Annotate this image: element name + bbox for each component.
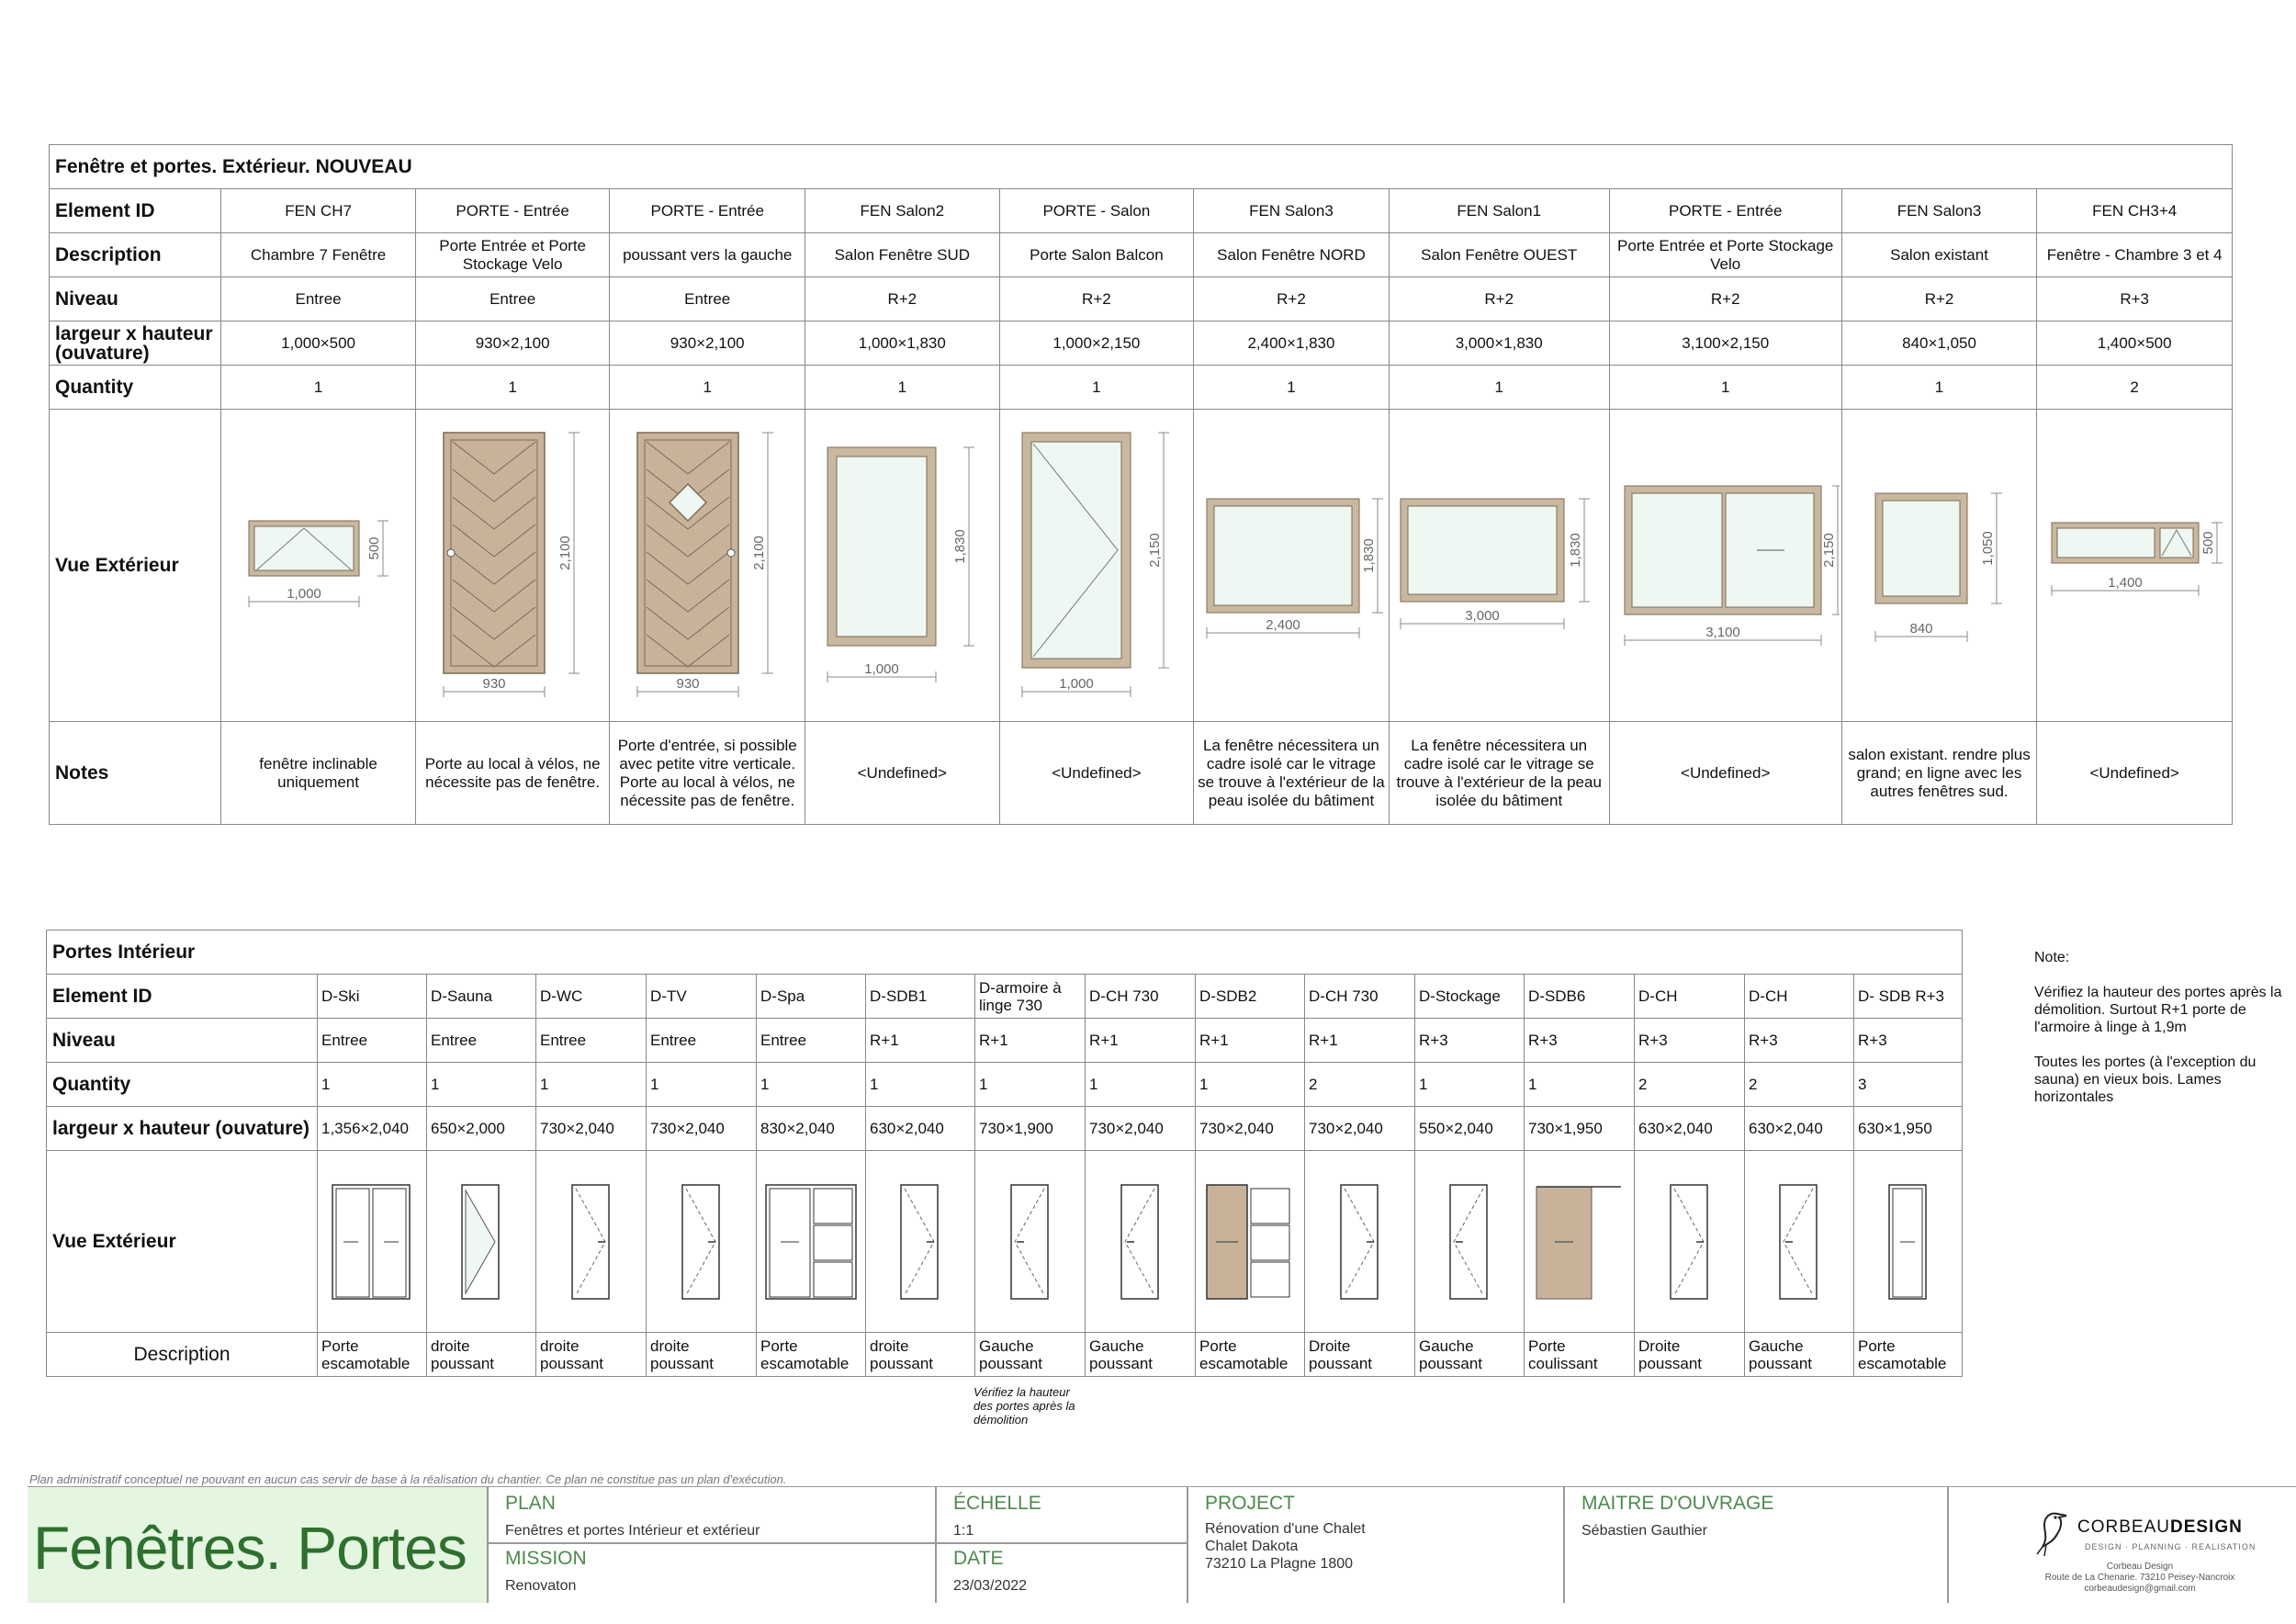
- exterior-view-cell: [221, 410, 416, 722]
- exterior-level-cell: Entree: [610, 277, 805, 321]
- interior-size-cell: 830×2,040: [757, 1107, 866, 1151]
- exterior-id-cell: PORTE - Entrée: [610, 189, 805, 233]
- side-note-text: Vérifiez la hauteur des portes après la démolition. Surtout R+1 porte de l'armoire à linge à 1,9m Toutes les portes (à l'exception du sauna) en vieux bois. Lames horizontales: [2034, 985, 2282, 1105]
- interior-view-cell: [318, 1151, 427, 1333]
- small-note: Vérifiez la hauteur des portes après la démolition: [974, 1385, 1075, 1427]
- interior-view-cell: [536, 1151, 647, 1333]
- exterior-table-title: Fenêtre et portes. Extérieur. NOUVEAU: [50, 145, 2233, 189]
- interior-view-cell: [975, 1151, 1086, 1333]
- exterior-quantity-cell: 1: [805, 366, 1000, 410]
- logo-wordmark: CORBEAUDESIGN: [2077, 1517, 2243, 1537]
- interior-quantity-cell: 1: [427, 1063, 536, 1107]
- height-dimension: 2,150: [1146, 532, 1163, 568]
- door-drawing: [537, 1152, 646, 1332]
- drawing-title: Fenêtres. Portes: [33, 1514, 467, 1582]
- interior-quantity-cell: 1: [1415, 1063, 1525, 1107]
- interior-size-cell: 730×2,040: [647, 1107, 757, 1151]
- interior-level-cell: R+3: [1854, 1019, 1963, 1063]
- height-dimension: 2,150: [1820, 532, 1837, 568]
- exterior-id-cell: FEN CH7: [221, 189, 416, 233]
- exterior-view-cell: [1389, 410, 1609, 722]
- exterior-description-cell: Porte Entrée et Porte Stockage Velo: [1609, 233, 1841, 277]
- door-drawing: [866, 1152, 974, 1332]
- door-drawing: [1306, 1152, 1414, 1332]
- interior-description-cell: Gauche poussant: [975, 1333, 1086, 1377]
- height-dimension: 500: [366, 536, 383, 560]
- interior-view-cell: [1854, 1151, 1963, 1333]
- elevation-drawing: [221, 411, 413, 721]
- exterior-level-cell: R+2: [1194, 277, 1390, 321]
- interior-description-cell: Porte escamotable: [318, 1333, 427, 1377]
- plan-value: Fenêtres et portes Intérieur et extérieur: [505, 1523, 760, 1539]
- exterior-id-cell: FEN Salon2: [805, 189, 1000, 233]
- interior-id-cell: D-Sauna: [427, 975, 536, 1019]
- disclaimer: Plan administratif conceptuel ne pouvant en aucun cas servir de base à la réalisation du chantier. Ce plan ne constitue pas un plan d'exécution.: [29, 1472, 787, 1486]
- mission-label: MISSION: [505, 1548, 587, 1569]
- door-drawing: [1415, 1152, 1524, 1332]
- exterior-size-cell: 3,100×2,150: [1609, 321, 1841, 366]
- exterior-view-cell: [610, 410, 805, 722]
- exterior-description-cell: Salon Fenêtre SUD: [805, 233, 1000, 277]
- owner-value: Sébastien Gauthier: [1581, 1523, 1707, 1539]
- exterior-notes-cell: Porte d'entrée, si possible avec petite vitre verticale. Porte au local à vélos, ne nécessite pas de fenêtre.: [610, 722, 805, 825]
- mission-value: Renovaton: [505, 1578, 577, 1594]
- interior-view-cell: [1635, 1151, 1745, 1333]
- interior-quantity-cell: 1: [1086, 1063, 1196, 1107]
- elevation-drawing: [1610, 411, 1840, 721]
- exterior-quantity-cell: 1: [1194, 366, 1390, 410]
- elevation-drawing: [1194, 411, 1387, 721]
- interior-level-cell: R+3: [1745, 1019, 1854, 1063]
- title-block-title: [28, 1487, 487, 1603]
- interior-size-cell: 730×2,040: [1305, 1107, 1415, 1151]
- interior-quantity-cell: 1: [318, 1063, 427, 1107]
- exterior-description-cell: poussant vers la gauche: [610, 233, 805, 277]
- exterior-size-cell: 930×2,100: [610, 321, 805, 366]
- exterior-description-cell: Salon Fenêtre NORD: [1194, 233, 1390, 277]
- interior-level-cell: R+3: [1415, 1019, 1525, 1063]
- exterior-id-cell: PORTE - Entrée: [1609, 189, 1841, 233]
- door-drawing: [1196, 1152, 1304, 1332]
- exterior-description-cell: Salon Fenêtre OUEST: [1389, 233, 1609, 277]
- title-block: [28, 1486, 2296, 1603]
- elevation-drawing: [805, 411, 997, 721]
- exterior-view-cell: [1194, 410, 1390, 722]
- exterior-notes-cell: La fenêtre nécessitera un cadre isolé car le vitrage se trouve à l'extérieur de la peau isolée du bâtiment: [1194, 722, 1390, 825]
- row-label-description: Description: [47, 1333, 318, 1377]
- date-value: 23/03/2022: [953, 1578, 1028, 1594]
- exterior-notes-cell: salon existant. rendre plus grand; en ligne avec les autres fenêtres sud.: [1841, 722, 2037, 825]
- interior-level-cell: R+1: [1086, 1019, 1196, 1063]
- interior-level-cell: R+3: [1525, 1019, 1635, 1063]
- interior-description-cell: droite poussant: [427, 1333, 536, 1377]
- exterior-notes-cell: <Undefined>: [999, 722, 1194, 825]
- interior-quantity-cell: 1: [536, 1063, 647, 1107]
- exterior-notes-cell: Porte au local à vélos, ne nécessite pas de fenêtre.: [415, 722, 610, 825]
- interior-quantity-cell: 1: [1525, 1063, 1635, 1107]
- exterior-level-cell: R+2: [1389, 277, 1609, 321]
- interior-level-cell: Entree: [318, 1019, 427, 1063]
- interior-quantity-cell: 1: [647, 1063, 757, 1107]
- exterior-id-cell: PORTE - Entrée: [415, 189, 610, 233]
- exterior-view-cell: [805, 410, 1000, 722]
- exterior-description-cell: Fenêtre - Chambre 3 et 4: [2037, 233, 2233, 277]
- interior-level-cell: Entree: [647, 1019, 757, 1063]
- exterior-level-cell: Entree: [221, 277, 416, 321]
- side-note-title: Note:: [2034, 950, 2070, 965]
- door-drawing: [318, 1152, 426, 1332]
- interior-quantity-cell: 3: [1854, 1063, 1963, 1107]
- interior-id-cell: D-CH 730: [1305, 975, 1415, 1019]
- interior-description-cell: Porte escamotable: [757, 1333, 866, 1377]
- side-note: [2034, 949, 2282, 1106]
- elevation-drawing: [416, 411, 608, 721]
- door-drawing: [1525, 1152, 1634, 1332]
- row-label-level: Niveau: [50, 277, 221, 321]
- exterior-notes-cell: fenêtre inclinable uniquement: [221, 722, 416, 825]
- exterior-id-cell: FEN Salon1: [1389, 189, 1609, 233]
- door-drawing: [647, 1152, 756, 1332]
- elevation-drawing: [1000, 411, 1192, 721]
- interior-description-cell: Porte escamotable: [1854, 1333, 1963, 1377]
- interior-size-cell: 550×2,040: [1415, 1107, 1525, 1151]
- exterior-notes-cell: La fenêtre nécessitera un cadre isolé car le vitrage se trouve à l'extérieur de la peau isolée du bâtiment: [1389, 722, 1609, 825]
- door-drawing: [976, 1152, 1085, 1332]
- interior-schedule-table: [46, 930, 1963, 1377]
- width-dimension: 1,400: [2108, 574, 2144, 591]
- height-dimension: 1,830: [1361, 537, 1378, 573]
- interior-view-cell: [1415, 1151, 1525, 1333]
- exterior-size-cell: 2,400×1,830: [1194, 321, 1390, 366]
- interior-quantity-cell: 1: [975, 1063, 1086, 1107]
- exterior-id-cell: FEN CH3+4: [2037, 189, 2233, 233]
- width-dimension: 3,100: [1705, 624, 1740, 640]
- interior-size-cell: 630×2,040: [1635, 1107, 1745, 1151]
- interior-quantity-cell: 2: [1305, 1063, 1415, 1107]
- row-label-element-id: Element ID: [47, 975, 318, 1019]
- row-label-description: Description: [50, 233, 221, 277]
- door-drawing: [1636, 1152, 1744, 1332]
- interior-description-cell: Gauche poussant: [1086, 1333, 1196, 1377]
- plan-label: PLAN: [505, 1493, 556, 1514]
- exterior-size-cell: 1,000×2,150: [999, 321, 1194, 366]
- interior-view-cell: [1196, 1151, 1305, 1333]
- interior-id-cell: D-TV: [647, 975, 757, 1019]
- exterior-quantity-cell: 2: [2037, 366, 2233, 410]
- width-dimension: 2,400: [1266, 616, 1300, 633]
- exterior-view-cell: [415, 410, 610, 722]
- row-label-view: Vue Extérieur: [50, 410, 221, 722]
- exterior-quantity-cell: 1: [610, 366, 805, 410]
- exterior-description-cell: Chambre 7 Fenêtre: [221, 233, 416, 277]
- width-dimension: 1,000: [287, 585, 322, 602]
- interior-description-cell: Porte coulissant: [1525, 1333, 1635, 1377]
- interior-level-cell: R+1: [1305, 1019, 1415, 1063]
- logo-tagline: DESIGN · PLANNING · REALISATION: [2085, 1542, 2257, 1551]
- scale-label: ÉCHELLE: [953, 1493, 1041, 1514]
- owner-label: MAITRE D'OUVRAGE: [1581, 1493, 1774, 1514]
- interior-table-title: Portes Intérieur: [47, 930, 1963, 975]
- interior-description-cell: droite poussant: [866, 1333, 975, 1377]
- interior-level-cell: R+3: [1635, 1019, 1745, 1063]
- exterior-schedule-table: [49, 144, 2233, 825]
- scale-value: 1:1: [953, 1523, 974, 1539]
- interior-level-cell: R+1: [866, 1019, 975, 1063]
- exterior-size-cell: 1,400×500: [2037, 321, 2233, 366]
- row-label-level: Niveau: [47, 1019, 318, 1063]
- interior-description-cell: droite poussant: [647, 1333, 757, 1377]
- interior-size-cell: 730×2,040: [536, 1107, 647, 1151]
- exterior-size-cell: 3,000×1,830: [1389, 321, 1609, 366]
- height-dimension: 2,100: [557, 535, 573, 570]
- interior-size-cell: 1,356×2,040: [318, 1107, 427, 1151]
- exterior-description-cell: Salon existant: [1841, 233, 2037, 277]
- interior-level-cell: Entree: [536, 1019, 647, 1063]
- exterior-view-cell: [999, 410, 1194, 722]
- interior-description-cell: Droite poussant: [1305, 1333, 1415, 1377]
- width-dimension: 930: [676, 675, 700, 692]
- interior-view-cell: [1305, 1151, 1415, 1333]
- door-drawing: [757, 1152, 865, 1332]
- door-drawing: [1854, 1152, 1963, 1332]
- elevation-drawing: [1842, 411, 2035, 721]
- project-label: PROJECT: [1205, 1493, 1296, 1514]
- exterior-size-cell: 1,000×500: [221, 321, 416, 366]
- width-dimension: 1,000: [864, 660, 899, 677]
- exterior-id-cell: FEN Salon3: [1841, 189, 2037, 233]
- exterior-quantity-cell: 1: [1841, 366, 2037, 410]
- interior-id-cell: D-SDB2: [1196, 975, 1305, 1019]
- interior-quantity-cell: 1: [1196, 1063, 1305, 1107]
- width-dimension: 930: [482, 675, 506, 692]
- door-drawing: [1086, 1152, 1195, 1332]
- interior-quantity-cell: 1: [757, 1063, 866, 1107]
- exterior-size-cell: 930×2,100: [415, 321, 610, 366]
- width-dimension: 3,000: [1464, 607, 1500, 624]
- interior-size-cell: 730×1,900: [975, 1107, 1086, 1151]
- interior-description-cell: Gauche poussant: [1415, 1333, 1525, 1377]
- interior-view-cell: [866, 1151, 975, 1333]
- interior-description-cell: droite poussant: [536, 1333, 647, 1377]
- exterior-id-cell: FEN Salon3: [1194, 189, 1390, 233]
- exterior-notes-cell: <Undefined>: [2037, 722, 2233, 825]
- exterior-quantity-cell: 1: [999, 366, 1194, 410]
- interior-id-cell: D-Stockage: [1415, 975, 1525, 1019]
- interior-level-cell: Entree: [757, 1019, 866, 1063]
- row-label-view: Vue Extérieur: [47, 1151, 318, 1333]
- interior-quantity-cell: 2: [1745, 1063, 1854, 1107]
- exterior-quantity-cell: 1: [1389, 366, 1609, 410]
- crow-logo-icon: [2030, 1506, 2076, 1562]
- interior-size-cell: 730×2,040: [1086, 1107, 1196, 1151]
- interior-level-cell: Entree: [427, 1019, 536, 1063]
- exterior-view-cell: [1841, 410, 2037, 722]
- exterior-size-cell: 840×1,050: [1841, 321, 2037, 366]
- interior-description-cell: Gauche poussant: [1745, 1333, 1854, 1377]
- interior-id-cell: D-CH: [1745, 975, 1854, 1019]
- exterior-level-cell: R+2: [1841, 277, 2037, 321]
- interior-size-cell: 630×2,040: [1745, 1107, 1854, 1151]
- interior-level-cell: R+1: [975, 1019, 1086, 1063]
- row-label-size: largeur x hauteur (ouvature): [47, 1107, 318, 1151]
- row-label-notes: Notes: [50, 722, 221, 825]
- interior-description-cell: Porte escamotable: [1196, 1333, 1305, 1377]
- height-dimension: 2,100: [751, 535, 768, 570]
- exterior-view-cell: [2037, 410, 2233, 722]
- interior-id-cell: D-CH 730: [1086, 975, 1196, 1019]
- interior-id-cell: D-SDB1: [866, 975, 975, 1019]
- interior-size-cell: 630×1,950: [1854, 1107, 1963, 1151]
- exterior-size-cell: 1,000×1,830: [805, 321, 1000, 366]
- logo-address: Corbeau Design Route de La Chenarie. 73210 Peisey-Nancroix corbeaudesign@gmail.com: [2044, 1562, 2235, 1594]
- exterior-quantity-cell: 1: [221, 366, 416, 410]
- exterior-description-cell: Porte Entrée et Porte Stockage Velo: [415, 233, 610, 277]
- interior-size-cell: 730×1,950: [1525, 1107, 1635, 1151]
- interior-id-cell: D-armoire à linge 730: [975, 975, 1086, 1019]
- interior-view-cell: [757, 1151, 866, 1333]
- interior-description-cell: Droite poussant: [1635, 1333, 1745, 1377]
- interior-size-cell: 730×2,040: [1196, 1107, 1305, 1151]
- row-label-size: largeur x hauteur (ouvature): [50, 321, 221, 366]
- height-dimension: 500: [2200, 530, 2217, 555]
- date-label: DATE: [953, 1548, 1004, 1569]
- exterior-id-cell: PORTE - Salon: [999, 189, 1194, 233]
- interior-id-cell: D-SDB6: [1525, 975, 1635, 1019]
- exterior-level-cell: Entree: [415, 277, 610, 321]
- exterior-quantity-cell: 1: [1609, 366, 1841, 410]
- interior-level-cell: R+1: [1196, 1019, 1305, 1063]
- exterior-view-cell: [1609, 410, 1841, 722]
- width-dimension: 1,000: [1058, 675, 1094, 692]
- interior-id-cell: D-CH: [1635, 975, 1745, 1019]
- exterior-description-cell: Porte Salon Balcon: [999, 233, 1194, 277]
- door-drawing: [427, 1152, 535, 1332]
- exterior-quantity-cell: 1: [415, 366, 610, 410]
- row-label-element-id: Element ID: [50, 189, 221, 233]
- elevation-drawing: [2037, 411, 2230, 721]
- interior-size-cell: 650×2,000: [427, 1107, 536, 1151]
- exterior-level-cell: R+3: [2037, 277, 2233, 321]
- exterior-level-cell: R+2: [805, 277, 1000, 321]
- interior-id-cell: D-Ski: [318, 975, 427, 1019]
- width-dimension: 840: [1909, 620, 1933, 637]
- interior-quantity-cell: 2: [1635, 1063, 1745, 1107]
- interior-id-cell: D-WC: [536, 975, 647, 1019]
- elevation-drawing: [610, 411, 803, 721]
- door-drawing: [1745, 1152, 1853, 1332]
- height-dimension: 1,830: [952, 528, 969, 564]
- interior-view-cell: [1086, 1151, 1196, 1333]
- height-dimension: 1,830: [1567, 532, 1583, 568]
- interior-view-cell: [427, 1151, 536, 1333]
- project-value: Rénovation d'une Chalet Chalet Dakota 73210 La Plagne 1800: [1205, 1521, 1366, 1572]
- interior-view-cell: [1525, 1151, 1635, 1333]
- interior-id-cell: D- SDB R+3: [1854, 975, 1963, 1019]
- interior-quantity-cell: 1: [866, 1063, 975, 1107]
- row-label-quantity: Quantity: [50, 366, 221, 410]
- exterior-notes-cell: <Undefined>: [805, 722, 1000, 825]
- exterior-level-cell: R+2: [999, 277, 1194, 321]
- exterior-level-cell: R+2: [1609, 277, 1841, 321]
- interior-view-cell: [1745, 1151, 1854, 1333]
- row-label-quantity: Quantity: [47, 1063, 318, 1107]
- interior-size-cell: 630×2,040: [866, 1107, 975, 1151]
- height-dimension: 1,050: [1979, 530, 1996, 566]
- interior-view-cell: [647, 1151, 757, 1333]
- elevation-drawing: [1390, 411, 1607, 721]
- exterior-notes-cell: <Undefined>: [1609, 722, 1841, 825]
- interior-id-cell: D-Spa: [757, 975, 866, 1019]
